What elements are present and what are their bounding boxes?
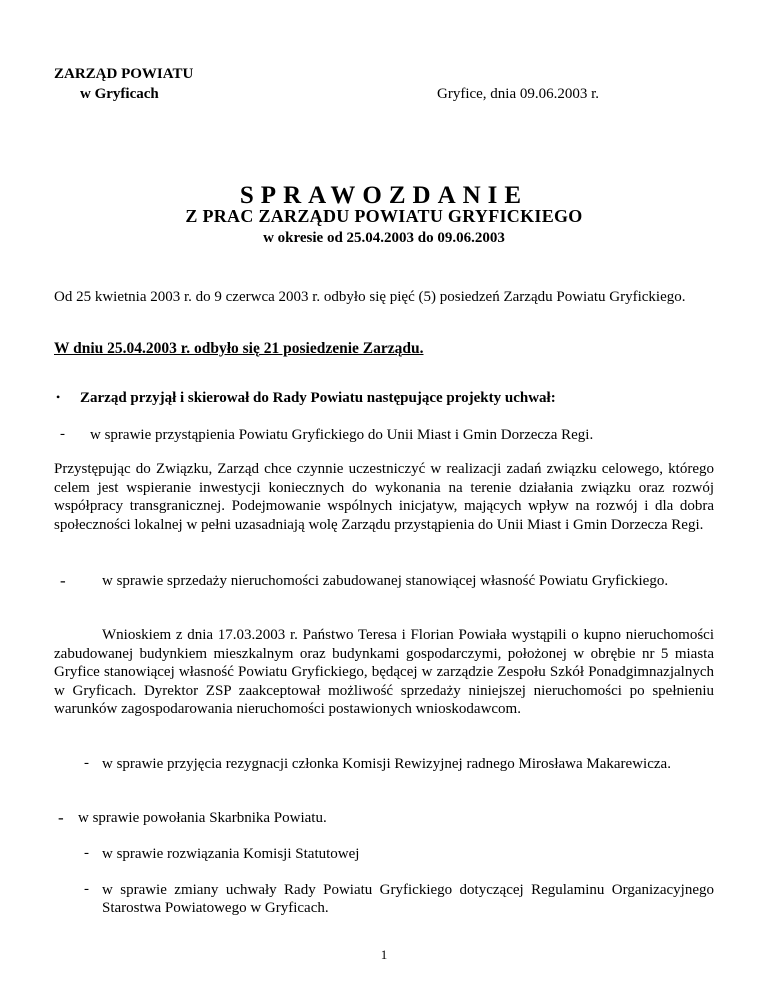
meeting-heading: W dniu 25.04.2003 r. odbyło się 21 posiedzenie Zarządu.: [54, 340, 424, 357]
list-item-1: w sprawie przystąpienia Powiatu Gryfickiego do Unii Miast i Gmin Dorzecza Regi.: [90, 427, 594, 443]
dash-marker: -: [58, 808, 64, 827]
place-date: Gryfice, dnia 09.06.2003 r.: [437, 86, 600, 102]
dash-marker: -: [60, 571, 66, 590]
list-item-6: w sprawie zmiany uchwały Rady Powiatu Gryfickiego dotyczącej Regulaminu Organizacyjnego Starostwa Powiatowego w Gryficach.: [102, 882, 714, 916]
list-item-4: w sprawie powołania Skarbnika Powiatu.: [78, 810, 327, 826]
list-item-5: w sprawie rozwiązania Komisji Statutowej: [102, 846, 360, 862]
bullet-heading: Zarząd przyjął i skierował do Rady Powiatu następujące projekty uchwał:: [80, 390, 556, 406]
dash-marker: -: [84, 755, 89, 771]
intro-paragraph: Od 25 kwietnia 2003 r. do 9 czerwca 2003 r. odbyło się pięć (5) posiedzeń Zarządu Powiatu Gryfickiego.: [54, 289, 686, 305]
org-name-line2: w Gryficach: [80, 86, 159, 102]
document-subtitle: Z PRAC ZARZĄDU POWIATU GRYFICKIEGO: [185, 206, 583, 226]
paragraph-sale: Wnioskiem z dnia 17.03.2003 r. Państwo Teresa i Florian Powiała wystąpili o kupno nieruchomości zabudowanej budynkiem mieszkalnym oraz budynkami gospodarczymi, położonej w obrębie nr 5 miasta Gryfice stanowiącej własność Powiatu Gryfickiego, będącej w zarządzie Zespołu Szkół Ponadgimnazjalnych w Gryficach. Dyrektor ZSP zaakceptował możliwość sprzedaży niniejszej nieruchomości po spełnieniu warunków zagospodarowania nieruchomości postawionych wnioskodawcom.: [54, 627, 714, 717]
subtitle-wrap: [0, 206, 768, 227]
bullet-icon: •: [56, 390, 61, 404]
list-item-2: w sprawie sprzedaży nieruchomości zabudowanej stanowiącej własność Powiatu Gryfickiego.: [102, 573, 669, 589]
period-wrap: [0, 230, 768, 247]
dash-marker: -: [84, 845, 89, 861]
dash-marker: -: [84, 881, 89, 897]
dash-marker: -: [60, 426, 65, 442]
document-period: w okresie od 25.04.2003 do 09.06.2003: [263, 230, 505, 246]
org-name-line1: ZARZĄD POWIATU: [54, 66, 194, 82]
page-number: 1: [380, 947, 388, 962]
document-title: SPRAWOZDANIE: [239, 182, 529, 209]
list-item-3: w sprawie przyjęcia rezygnacji członka Komisji Rewizyjnej radnego Mirosława Makarewicza.: [102, 756, 671, 772]
paragraph-union: Przystępując do Związku, Zarząd chce czynnie uczestniczyć w realizacji zadań związku celowego, którego celem jest wspieranie inwestycji koniecznych do wykonania na terenie działania związku oraz rozwój współpracy transgranicznej. Podejmowanie wspólnych inicjatyw, mających wpływ na rozwój i dla dobra społeczności lokalnej w pełni uzasadniają wolę Zarządu przystąpienia do Unii Miast i Gmin Dorzecza Regi.: [54, 461, 714, 533]
